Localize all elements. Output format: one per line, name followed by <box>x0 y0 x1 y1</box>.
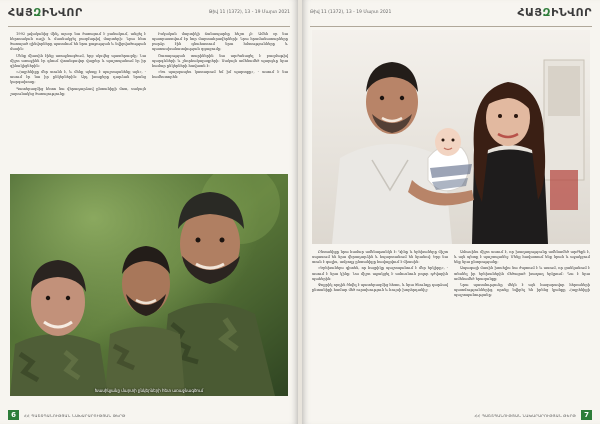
soldiers-photo <box>10 174 288 396</box>
magazine-logo <box>8 6 83 19</box>
page-number: 7 <box>581 410 592 420</box>
issue-line: Թիվ 11 (1372), 13 - 19 Մարտ 2021 <box>310 10 392 15</box>
logo-text-rest: ԻՆՎՈՐ <box>41 6 83 19</box>
paragraph: «Հայրենիքը մեր տունն է, և մենք պետք է պաշտպանենք այն», - ասում էր նա իր ընկերներին: Այդ խոսքերը դարձան նրանց կարգախոսը: <box>10 70 146 85</box>
logo-text-main: ՀԱՅ <box>8 6 34 19</box>
paragraph: Ընտանիքը նրա համար ամենաթանկն է: Կինը և երեխաները միշտ սպասում են նրա վերադարձին և հպարտանում են նրանով: Երբ նա տուն է գալիս, ամբողջ ընտանիքը հավաքվում է միասին: <box>312 250 448 265</box>
magazine-logo <box>517 6 592 19</box>
paragraph: Իսկական մարտիկի ճանապարհը հեշտ չէ: Ամեն օր նա պատրաստվում էր նոր մարտահրավերների: Նրա հրամանատարները բարձր էին գնահատում նրա հմտությունները և պատասխանատվության զգացումը: <box>152 32 288 52</box>
photo-caption: Խասիկյանը մարտի ընկերների հետ առաջնագծում <box>94 388 204 393</box>
header-rule <box>310 26 592 27</box>
paragraph: «Ես պարզապես կատարում եմ իմ պարտքը», - ասում է նա համեստորեն: <box>152 70 288 80</box>
family-photo <box>312 30 590 244</box>
left-page <box>0 0 298 424</box>
logo-text-rest: ԻՆՎՈՐ <box>551 6 592 19</box>
paragraph: Պատերազմից հետո նա վերադարձավ ընտանիքի մոտ, սակայն շարունակեց ծառայությունը: <box>10 86 146 96</box>
footer-text: ՀՀ ՊԱՇՏՊԱՆՈՒԹՅԱՆ ՆԱԽԱՐԱՐՈՒԹՅԱՆ ԹԵՐԹ <box>474 413 576 418</box>
page-number: 6 <box>8 410 19 420</box>
paragraph: «Երեխաներս գիտեն, որ հայրիկը պաշտպանում է մեր երկիրը», - ասում է նրա կինը: Նա միշտ աջակցել է ամուսնուն բոլոր դժվարին պահերին: <box>312 266 448 281</box>
soldiers-photo-image <box>10 174 288 396</box>
logo-text-main: ՀԱՅ <box>517 6 543 19</box>
issue-line: Թիվ 11 (1372), 13 - 19 Մարտ 2021 <box>208 10 290 15</box>
right-column-1 <box>312 250 448 396</box>
footer-right <box>310 410 592 420</box>
right-page <box>302 0 600 424</box>
masthead-right <box>310 6 592 24</box>
paragraph: Ամուսինս միշտ ասում է, որ խաղաղությունը ամենամեծ արժեքն է, և այն պետք է պաշտպանել: Մենք հավատում ենք նրան և աջակցում ենք նրա ընտրությանը: <box>454 250 590 265</box>
header-rule <box>8 26 290 27</box>
footer-text: ՀՀ ՊԱՇՏՊԱՆՈՒԹՅԱՆ ՆԱԽԱՐԱՐՈՒԹՅԱՆ ԹԵՐԹ <box>24 413 126 418</box>
logo-text-accent: Զ <box>33 6 42 19</box>
left-column-2 <box>152 32 288 170</box>
paragraph: 1992 թվականից մինչ այսօր նա ծառայում է բանակում, անցել է հերոսական ուղի և մասնակցել բազմաթիվ մարտերի: Նրա հետ ծառայած զինվորները պատմում են նրա քաջության և նվիրվածության մասին: <box>10 32 146 52</box>
paragraph: Նրա պատմությունը մեկն է այն հազարավոր հերոսների պատմություններից, որոնք նվիրել են իրենց կյանքը Հայրենիքի պաշտպանությանը: <box>454 282 590 298</box>
paragraph: Ապագայի մասին խոսելիս նա ժպտում է և ասում, որ ցանկանում է տեսնել իր երեխաներին մեծացած խաղաղ երկրում: Դա է նրա ամենամեծ երազանքը: <box>454 266 590 281</box>
left-column-1 <box>10 32 146 170</box>
paragraph: Ծառայության տարիներին նա արժանացել է բազմաթիվ պարգևների և շնորհակալագրերի: Սակայն ամենամեծ պարգևը նրա համար ընկերների հավատն է: <box>152 53 288 68</box>
masthead-left <box>8 6 290 24</box>
logo-text-accent: Զ <box>542 6 552 19</box>
paragraph: Փոքրիկ որդին ծնվել է պատերազմից հետո, և նրա ծնունդը դարձավ ընտանիքի համար մեծ ուրախություն և հույսի խորհրդանիշ: <box>312 282 448 293</box>
paragraph: Մենք միասին էինք առաջնագծում, երբ սկսվեց պատերազմը: Նա միշտ առաջինն էր գնում վտանգավոր վայրեր և պաշտպանում էր իր զինակիցներին: <box>10 53 146 68</box>
right-column-2 <box>454 250 590 396</box>
family-photo-image <box>312 30 590 244</box>
footer-left <box>8 410 290 420</box>
